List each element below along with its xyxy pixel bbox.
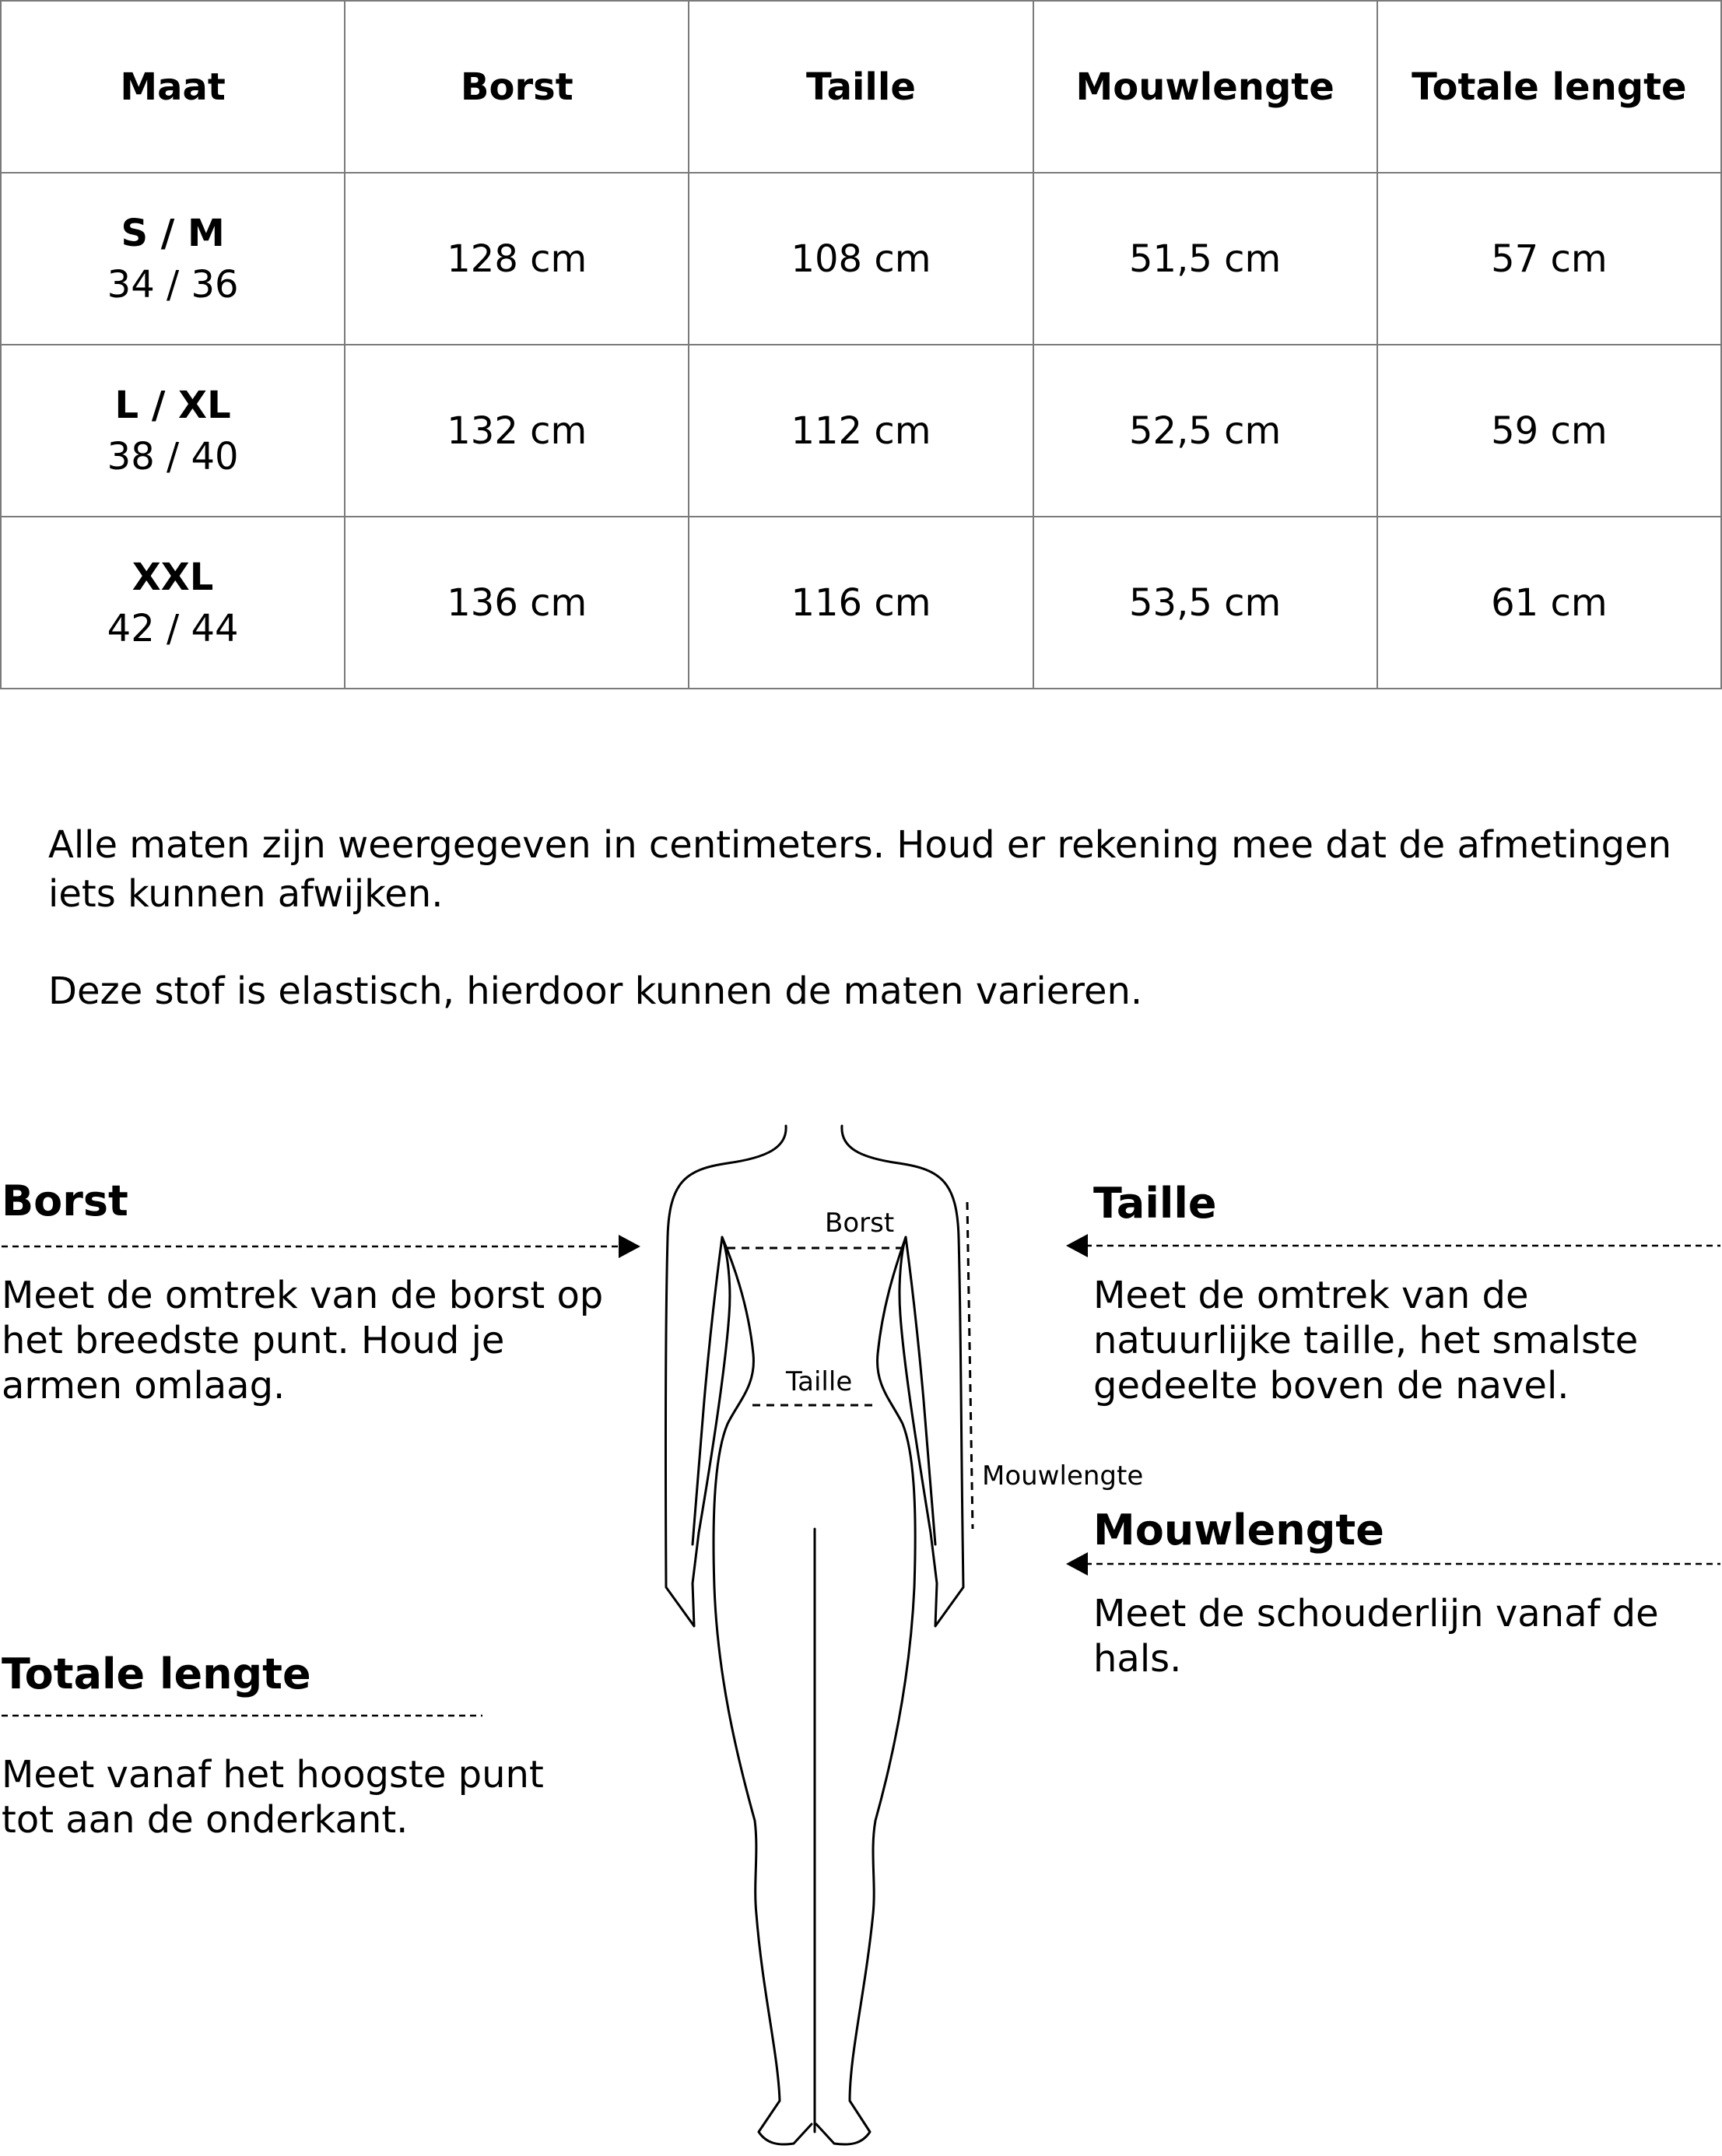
cell-borst: 128 cm	[345, 173, 689, 345]
size-eu: 38 / 40	[107, 434, 239, 479]
size-label: XXL	[132, 555, 214, 599]
borst-guide-title: Borst	[2, 1176, 128, 1225]
header-borst: Borst	[345, 1, 689, 173]
mouwlengte-guide-desc: Meet de schouderlijn vanaf de hals.	[1093, 1592, 1659, 1681]
cell-mouwlengte: 53,5 cm	[1033, 517, 1377, 689]
body-outline-right	[842, 1126, 963, 1626]
header-totale-lengte: Totale lengte	[1377, 1, 1721, 173]
cell-totale-lengte: 59 cm	[1377, 345, 1721, 517]
note-elastic: Deze stof is elastisch, hierdoor kunnen de maten varieren.	[48, 969, 1143, 1013]
arm-right-inner	[906, 1237, 935, 1544]
size-label: S / M	[121, 211, 225, 255]
taille-guide-desc: Meet de omtrek van de natuurlijke taille, het smalste gedeelte boven de navel.	[1093, 1274, 1639, 1408]
cell-totale-lengte: 57 cm	[1377, 173, 1721, 345]
figure-mouwlengte-line	[967, 1202, 973, 1529]
header-taille: Taille	[689, 1, 1033, 173]
totale-lengte-guide-title: Totale lengte	[2, 1649, 311, 1699]
cell-mouwlengte: 52,5 cm	[1033, 345, 1377, 517]
size-label: L / XL	[114, 383, 231, 427]
totale-lengte-guide-desc: Meet vanaf het hoogste punt tot aan de onderkant.	[2, 1753, 544, 1842]
taille-arrow-icon	[1066, 1234, 1088, 1257]
figure-taille-label: Taille	[786, 1366, 853, 1397]
arm-left-inner	[693, 1237, 722, 1544]
cell-totale-lengte: 61 cm	[1377, 517, 1721, 689]
cell-borst: 132 cm	[345, 345, 689, 517]
body-outline-left	[665, 1126, 786, 1626]
taille-guide-title: Taille	[1093, 1179, 1217, 1228]
header-mouwlengte: Mouwlengte	[1033, 1, 1377, 173]
header-maat: Maat	[1, 1, 345, 173]
cell-borst: 136 cm	[345, 517, 689, 689]
mouwlengte-guide-title: Mouwlengte	[1093, 1506, 1384, 1555]
size-eu: 42 / 44	[107, 606, 239, 650]
figure-mouwlengte-label: Mouwlengte	[982, 1460, 1144, 1492]
mouwlengte-arrow-icon	[1066, 1552, 1088, 1576]
borst-guide-desc: Meet de omtrek van de borst op het breedste punt. Houd je armen omlaag.	[2, 1274, 604, 1408]
note-units: Alle maten zijn weergegeven in centimeters. Houd er rekening mee dat de afmetingen iets kunnen afwijken.	[48, 823, 1672, 916]
figure-borst-label: Borst	[825, 1208, 895, 1239]
size-eu: 34 / 36	[107, 262, 239, 307]
cell-taille: 116 cm	[689, 517, 1033, 689]
cell-taille: 112 cm	[689, 345, 1033, 517]
borst-arrow-icon	[619, 1235, 640, 1258]
cell-taille: 108 cm	[689, 173, 1033, 345]
cell-mouwlengte: 51,5 cm	[1033, 173, 1377, 345]
